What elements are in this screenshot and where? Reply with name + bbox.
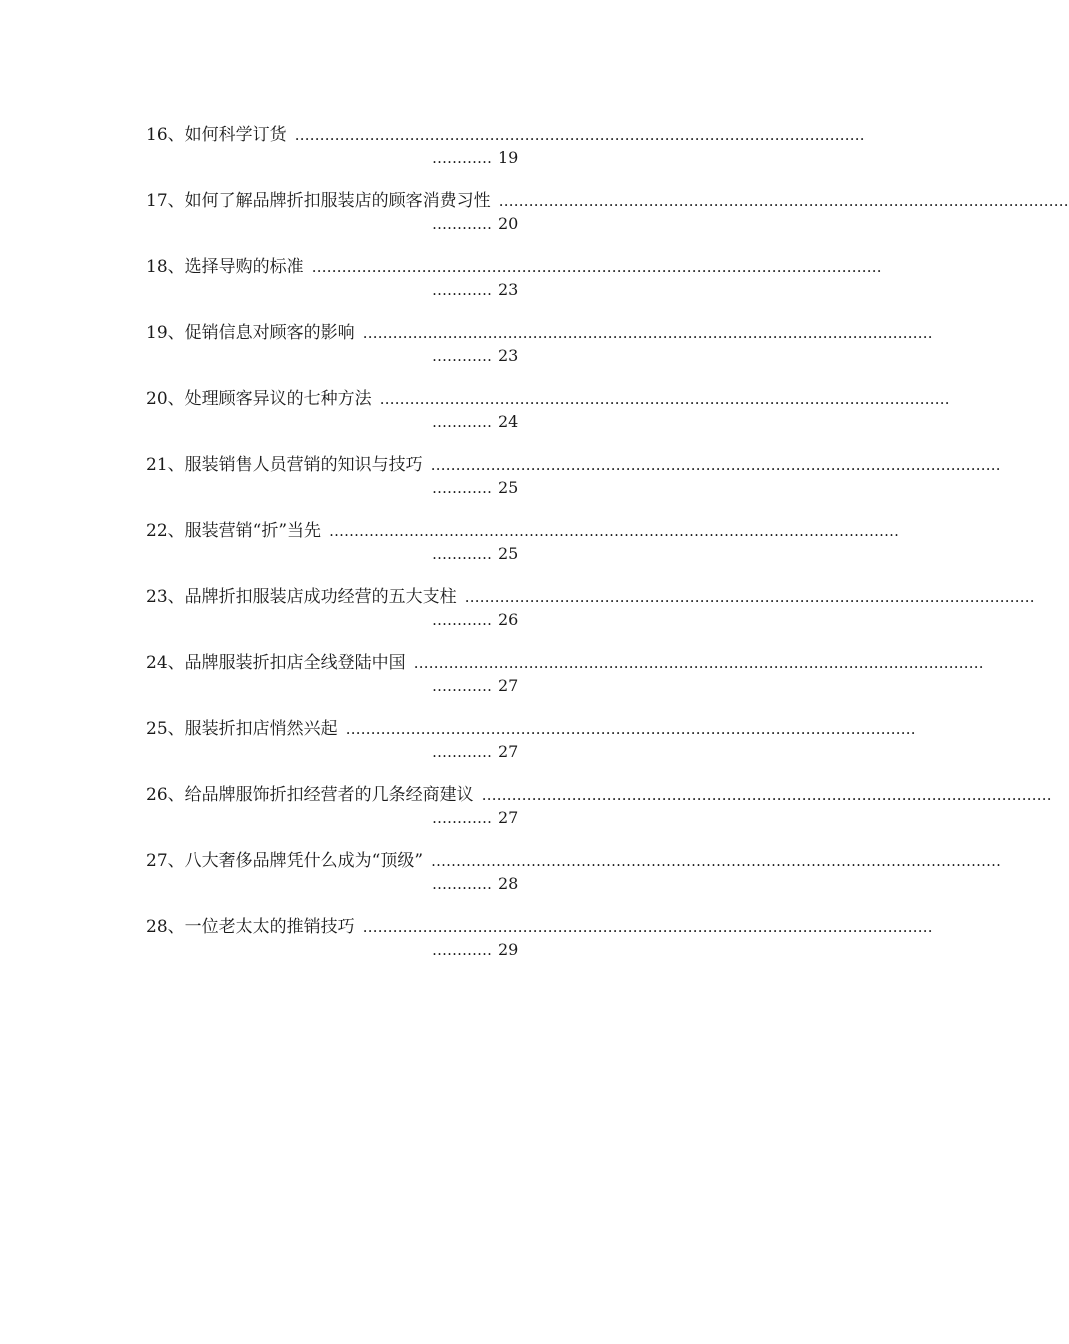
toc-leader-dots: …………………………………………………………………………………………………… (498, 192, 1069, 210)
toc-entry[interactable] (146, 848, 1002, 914)
toc-entry-title: 26、给品牌服饰折扣经营者的几条经商建议 (146, 785, 474, 805)
toc-page-number: 23 (498, 280, 519, 299)
table-of-contents (146, 122, 1069, 980)
toc-page-number: 19 (498, 148, 519, 167)
toc-entry[interactable] (146, 188, 1069, 254)
toc-page-number: 29 (498, 940, 519, 959)
toc-entry[interactable] (146, 254, 882, 320)
toc-entry-title: 17、如何了解品牌折扣服装店的顾客消费习性 (146, 191, 491, 211)
toc-page-number: 20 (498, 214, 519, 233)
toc-leader-dots: …………………………………………………………………………………………………… (294, 126, 865, 144)
toc-leader-dots: ………… (432, 809, 492, 827)
toc-leader-dots: …………………………………………………………………………………………………… (464, 588, 1035, 606)
toc-entry-title: 28、一位老太太的推销技巧 (146, 917, 355, 937)
toc-leader-dots: …………………………………………………………………………………………………… (481, 786, 1052, 804)
toc-leader-dots: ………… (432, 743, 492, 761)
toc-entry[interactable] (146, 320, 933, 386)
toc-leader-dots: ………… (432, 677, 492, 695)
toc-leader-dots: ………… (432, 413, 492, 431)
toc-page-number: 27 (498, 742, 519, 761)
toc-entry-title: 27、八大奢侈品牌凭什么成为“顶级” (146, 851, 424, 871)
toc-leader-dots: …………………………………………………………………………………………………… (311, 258, 882, 276)
toc-entry-title: 19、促销信息对顾客的影响 (146, 323, 355, 343)
toc-page-number: 27 (498, 808, 519, 827)
toc-leader-dots: …………………………………………………………………………………………………… (379, 390, 950, 408)
toc-leader-dots: ………… (432, 611, 492, 629)
toc-leader-dots: ………… (432, 149, 492, 167)
toc-entry[interactable] (146, 650, 984, 716)
toc-leader-dots: ………… (432, 479, 492, 497)
toc-leader-dots: …………………………………………………………………………………………………… (430, 456, 1001, 474)
toc-entry[interactable] (146, 716, 916, 782)
toc-entry-title: 22、服装营销“折”当先 (146, 521, 322, 541)
toc-page-number: 23 (498, 346, 519, 365)
toc-leader-dots: ………… (432, 875, 492, 893)
toc-entry[interactable] (146, 584, 1035, 650)
toc-page-number: 24 (498, 412, 519, 431)
toc-page-number: 25 (498, 478, 519, 497)
toc-entry-title: 21、服装销售人员营销的知识与技巧 (146, 455, 423, 475)
toc-leader-dots: …………………………………………………………………………………………………… (329, 522, 900, 540)
toc-leader-dots: …………………………………………………………………………………………………… (362, 918, 933, 936)
toc-leader-dots: …………………………………………………………………………………………………… (362, 324, 933, 342)
toc-entry-title: 23、品牌折扣服装店成功经营的五大支柱 (146, 587, 457, 607)
toc-leader-dots: ………… (432, 281, 492, 299)
toc-page-number: 28 (498, 874, 519, 893)
toc-entry-title: 16、如何科学订货 (146, 125, 287, 145)
toc-entry[interactable] (146, 452, 1001, 518)
toc-leader-dots: ………… (432, 545, 492, 563)
toc-leader-dots: …………………………………………………………………………………………………… (413, 654, 984, 672)
toc-entry-title: 25、服装折扣店悄然兴起 (146, 719, 338, 739)
toc-entry[interactable] (146, 782, 1052, 848)
toc-leader-dots: …………………………………………………………………………………………………… (345, 720, 916, 738)
toc-leader-dots: ………… (432, 215, 492, 233)
toc-entry[interactable] (146, 122, 865, 188)
toc-entry-title: 24、品牌服装折扣店全线登陆中国 (146, 653, 406, 673)
toc-leader-dots: ………… (432, 941, 492, 959)
toc-entry[interactable] (146, 914, 933, 980)
toc-entry-title: 18、选择导购的标准 (146, 257, 304, 277)
toc-entry[interactable] (146, 518, 900, 584)
toc-entry-title: 20、处理顾客异议的七种方法 (146, 389, 372, 409)
toc-leader-dots: ………… (432, 347, 492, 365)
toc-entry[interactable] (146, 386, 950, 452)
toc-page-number: 27 (498, 676, 519, 695)
toc-page-number: 25 (498, 544, 519, 563)
toc-page-number: 26 (498, 610, 519, 629)
toc-leader-dots: …………………………………………………………………………………………………… (431, 852, 1002, 870)
